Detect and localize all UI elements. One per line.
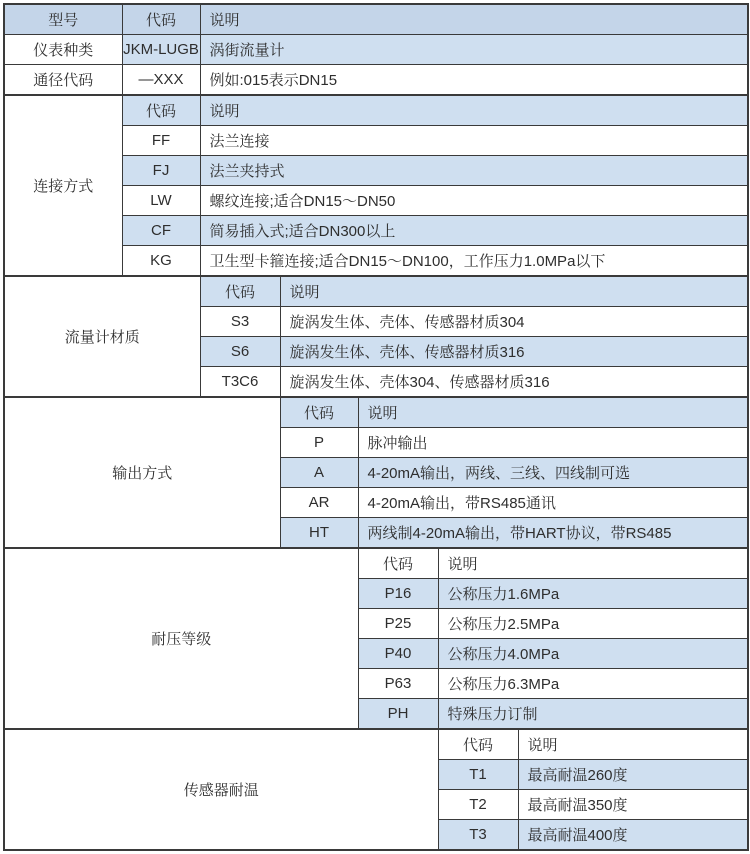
item-desc: 旋涡发生体、壳体304、传感器材质316 — [280, 367, 748, 398]
instrument-type-label: 仪表种类 — [4, 35, 122, 65]
top-header-row — [4, 4, 748, 35]
item-desc: 公称压力4.0MPa — [438, 639, 748, 669]
item-code: P63 — [358, 669, 438, 699]
item-code: HT — [280, 518, 358, 549]
sub-header-desc: 说明 — [280, 276, 748, 307]
item-code: FF — [122, 126, 200, 156]
item-desc: 4-20mA输出，两线、三线、四线制可选 — [358, 458, 748, 488]
item-code: FJ — [122, 156, 200, 186]
instrument-type-row — [4, 35, 748, 65]
item-code: P16 — [358, 579, 438, 609]
item-code: S3 — [200, 307, 280, 337]
item-desc: 脉冲输出 — [358, 428, 748, 458]
sub-header-code: 代码 — [200, 276, 280, 307]
item-code: LW — [122, 186, 200, 216]
item-code: KG — [122, 246, 200, 277]
output-mode-subheader-row — [4, 397, 748, 428]
item-desc: 公称压力6.3MPa — [438, 669, 748, 699]
item-desc: 法兰夹持式 — [200, 156, 748, 186]
item-code: T2 — [438, 790, 518, 820]
item-desc: 公称压力2.5MPa — [438, 609, 748, 639]
sub-header-code: 代码 — [280, 397, 358, 428]
code-column-header: 代码 — [122, 4, 200, 35]
section-label-flowmeter-material: 流量计材质 — [4, 276, 200, 397]
sub-header-desc: 说明 — [358, 397, 748, 428]
model-column-header: 型号 — [4, 4, 122, 35]
sub-header-desc: 说明 — [438, 548, 748, 579]
item-desc: 最高耐温400度 — [518, 820, 748, 851]
diameter-code-value: —XXX — [122, 65, 200, 96]
sensor-temperature-subheader-row — [4, 729, 748, 760]
item-desc: 卫生型卡箍连接;适合DN15～DN100，工作压力1.0MPa以下 — [200, 246, 748, 277]
item-code: S6 — [200, 337, 280, 367]
sub-header-code: 代码 — [122, 95, 200, 126]
section-label-output-mode: 输出方式 — [4, 397, 280, 548]
item-code: T3 — [438, 820, 518, 851]
item-code: T3C6 — [200, 367, 280, 398]
item-code: AR — [280, 488, 358, 518]
flowmeter-material-subheader-row — [4, 276, 748, 307]
instrument-type-code: JKM-LUGB — [122, 35, 200, 65]
pressure-rating-subheader-row — [4, 548, 748, 579]
diameter-code-desc: 例如:015表示DN15 — [200, 65, 748, 96]
item-desc: 公称压力1.6MPa — [438, 579, 748, 609]
sub-header-desc: 说明 — [200, 95, 748, 126]
item-desc: 螺纹连接;适合DN15～DN50 — [200, 186, 748, 216]
diameter-code-label: 通径代码 — [4, 65, 122, 96]
item-desc: 最高耐温350度 — [518, 790, 748, 820]
section-label-connection-type: 连接方式 — [4, 95, 122, 276]
sub-header-code: 代码 — [358, 548, 438, 579]
item-code: T1 — [438, 760, 518, 790]
item-desc: 旋涡发生体、壳体、传感器材质316 — [280, 337, 748, 367]
item-desc: 法兰连接 — [200, 126, 748, 156]
item-code: P40 — [358, 639, 438, 669]
instrument-type-desc: 涡街流量计 — [200, 35, 748, 65]
item-desc: 简易插入式;适合DN300以上 — [200, 216, 748, 246]
sub-header-code: 代码 — [438, 729, 518, 760]
item-desc: 最高耐温260度 — [518, 760, 748, 790]
item-code: A — [280, 458, 358, 488]
item-desc: 两线制4-20mA输出，带HART协议，带RS485 — [358, 518, 748, 549]
sub-header-desc: 说明 — [518, 729, 748, 760]
item-desc: 旋涡发生体、壳体、传感器材质304 — [280, 307, 748, 337]
item-code: CF — [122, 216, 200, 246]
item-desc: 4-20mA输出，带RS485通讯 — [358, 488, 748, 518]
section-label-sensor-temperature: 传感器耐温 — [4, 729, 438, 850]
desc-column-header: 说明 — [200, 4, 748, 35]
item-code: PH — [358, 699, 438, 730]
model-selection-table — [3, 3, 749, 851]
connection-type-subheader-row — [4, 95, 748, 126]
section-label-pressure-rating: 耐压等级 — [4, 548, 358, 729]
item-code: P — [280, 428, 358, 458]
diameter-code-row — [4, 65, 748, 96]
item-desc: 特殊压力订制 — [438, 699, 748, 730]
item-code: P25 — [358, 609, 438, 639]
